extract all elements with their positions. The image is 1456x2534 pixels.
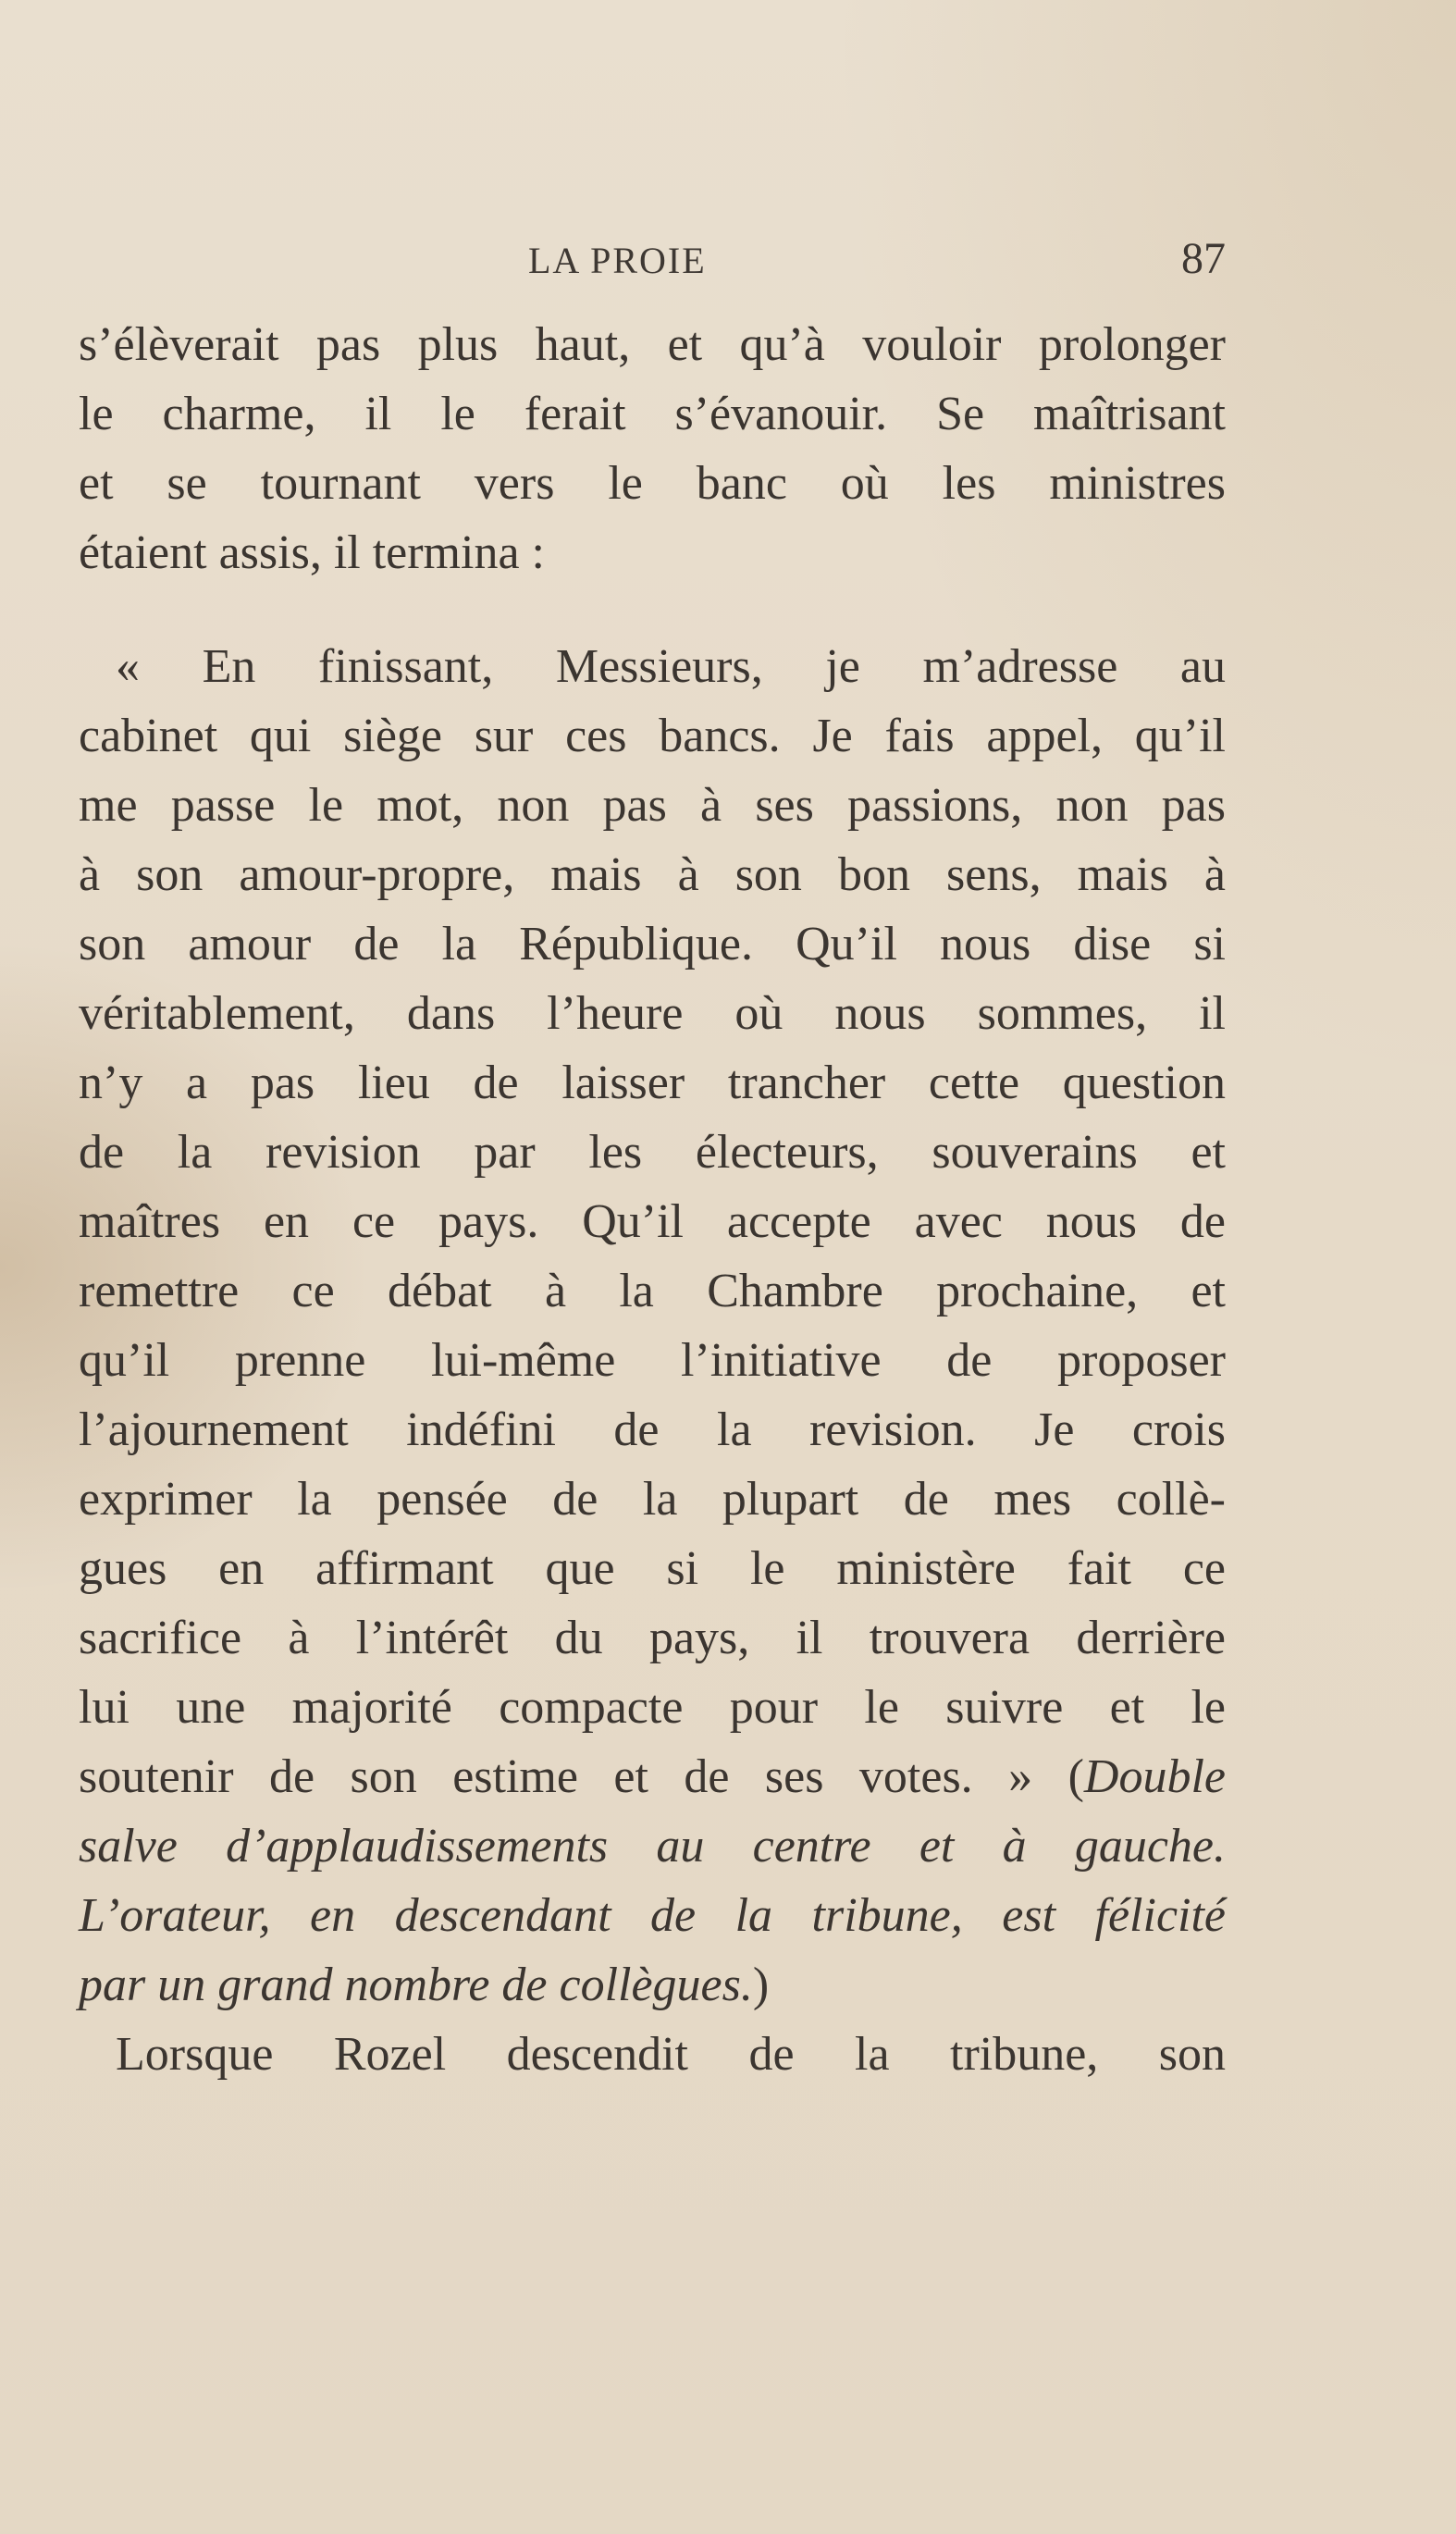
text-line: me passe le mot, non pas à ses passions, non pas [79,779,1226,832]
text-line: véritablement, dans l’heure où nous sommes, il [79,987,1226,1040]
paragraph-gap [79,587,1226,632]
paragraph-1 [79,310,1226,587]
paragraph-2 [79,632,1226,2020]
page-number: 87 [1181,234,1226,283]
running-title: LA PROIE [528,240,707,281]
text-line: l’ajournement indéfini de la revision. Je crois [79,1403,1226,1456]
text-line: son amour de la République. Qu’il nous dise si [79,918,1226,970]
text-italic: par un grand nombre de collègues. [79,1959,753,2011]
text-line: le charme, il le ferait s’évanouir. Se maîtrisant [79,388,1226,440]
text-roman: ) [752,1959,770,2011]
text-line: exprimer la pensée de la plupart de mes collè- [79,1473,1226,1526]
text-line-mixed [79,1742,1226,1811]
body-text [79,310,1226,2089]
text-roman: soutenir de son estime et de ses votes. » ( [79,1750,1084,1803]
text-line: « En finissant, Messieurs, je m’adresse au [116,640,1226,693]
text-line-mixed [79,1950,1226,2020]
text-line: qu’il prenne lui-même l’initiative de proposer [79,1334,1226,1387]
text-line-italic: salve d’applaudissements au centre et à gauche. [79,1820,1226,1873]
text-line-italic: L’orateur, en descendant de la tribune, est félicité [79,1889,1226,1942]
text-line: et se tournant vers le banc où les ministres [79,457,1226,510]
paragraph-3 [79,2020,1226,2089]
text-line: maîtres en ce pays. Qu’il accepte avec nous de [79,1195,1226,1248]
text-line: à son amour-propre, mais à son bon sens, mais à [79,848,1226,901]
text-line: étaient assis, il termina : [79,526,545,579]
text-line: Lorsque Rozel descendit de la tribune, son [116,2028,1226,2081]
text-line: s’élèverait pas plus haut, et qu’à vouloir prolonger [79,318,1226,371]
text-line: de la revision par les électeurs, souverains et [79,1126,1226,1179]
text-line: n’y a pas lieu de laisser trancher cette question [79,1057,1226,1109]
text-line: remettre ce débat à la Chambre prochaine, et [79,1265,1226,1317]
text-italic: Double [1083,1750,1226,1803]
text-line: lui une majorité compacte pour le suivre et le [79,1681,1226,1734]
text-line: cabinet qui siège sur ces bancs. Je fais appel, qu’il [79,710,1226,762]
text-line: sacrifice à l’intérêt du pays, il trouvera derrière [79,1612,1226,1664]
text-line: gues en affirmant que si le ministère fait ce [79,1542,1226,1595]
page-header [79,234,1226,294]
